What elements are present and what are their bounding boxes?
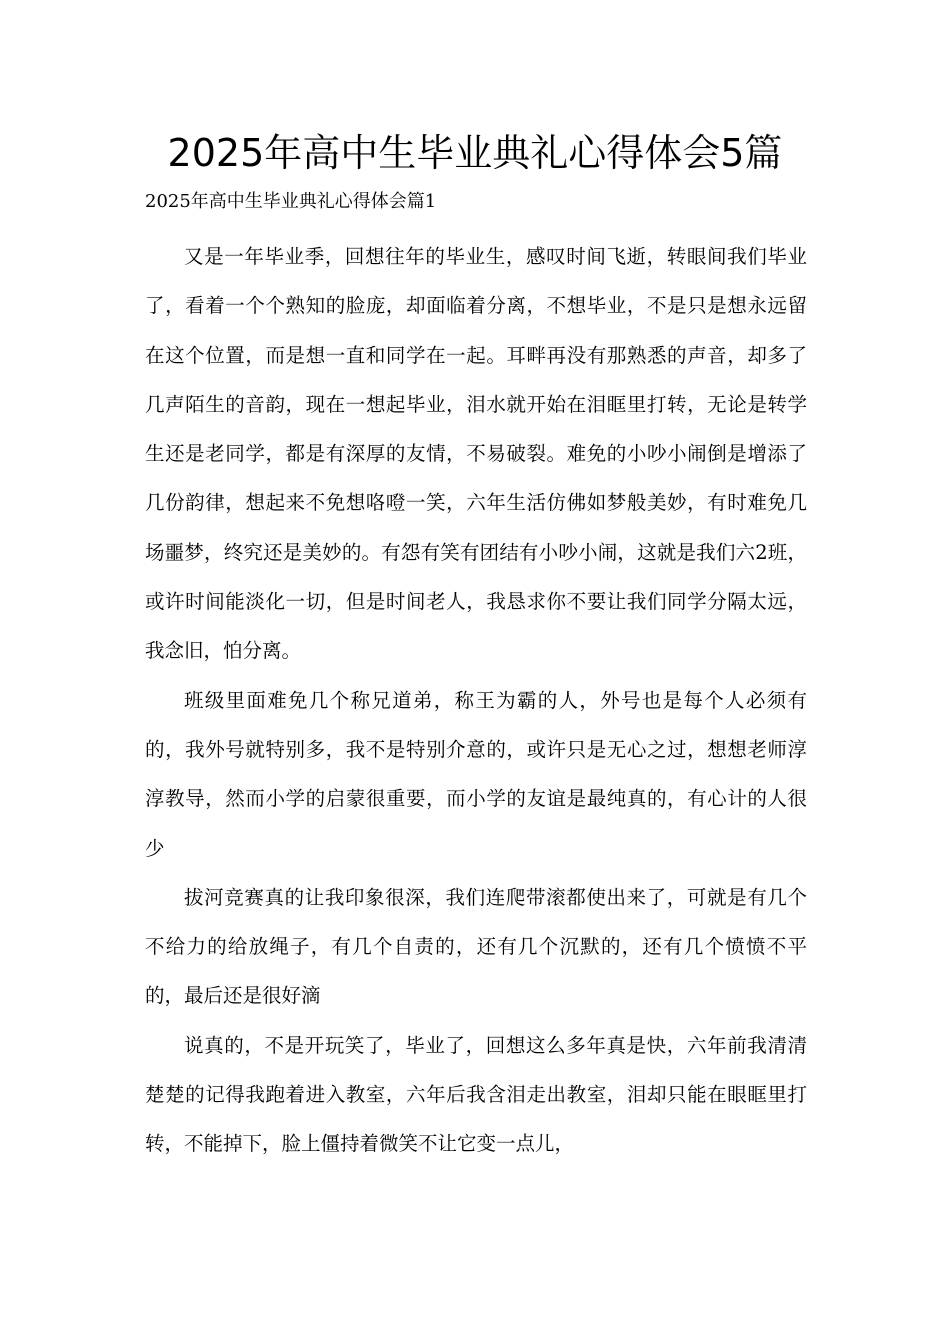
paragraph-4: 说真的，不是开玩笑了，毕业了，回想这么多年真是快，六年前我清清楚楚的记得我跑着进入教室，六年后我含泪走出教室，泪却只能在眼眶里打转，不能掉下，脸上僵持着微笑不让它变一点儿， — [145, 1033, 807, 1156]
paragraph-3: 拔河竞赛真的让我印象很深，我们连爬带滚都使出来了，可就是有几个不给力的给放绳子，有几个自责的，还有几个沉默的，还有几个愤愤不平的，最后还是很好滴 — [145, 885, 807, 1008]
paragraph-1: 又是一年毕业季，回想往年的毕业生，感叹时间飞逝，转眼间我们毕业了，看着一个个熟知的脸庞，却面临着分离，不想毕业，不是只是想永远留在这个位置，而是想一直和同学在一起。耳畔再没有那熟悉的声音，却多了几声陌生的音韵，现在一想起毕业，泪水就开始在泪眶里打转，无论是转学生还是老同学，都是有深厚的友情，不易破裂。难免的小吵小闹倒是增添了几份韵律，想起来不免想咯噔一笑，六年生活仿佛如梦般美妙，有时难免几场噩梦，终究还是美妙的。有怨有笑有团结有小吵小闹，这就是我们六2班，或许时间能淡化一切，但是时间老人，我恳求你不要让我们同学分隔太远，我念旧，怕分离。 — [145, 245, 807, 663]
document-title: 2025年高中生毕业典礼心得体会5篇 — [167, 131, 783, 175]
document-body — [145, 232, 807, 1169]
paragraph-2: 班级里面难免几个称兄道弟，称王为霸的人，外号也是每个人必须有的，我外号就特别多，我不是特别介意的，或许只是无心之过，想想老师淳淳教导，然而小学的启蒙很重要，而小学的友谊是最纯真的，有心计的人很少 — [145, 688, 807, 860]
section-heading: 2025年高中生毕业典礼心得体会篇1 — [145, 191, 437, 212]
